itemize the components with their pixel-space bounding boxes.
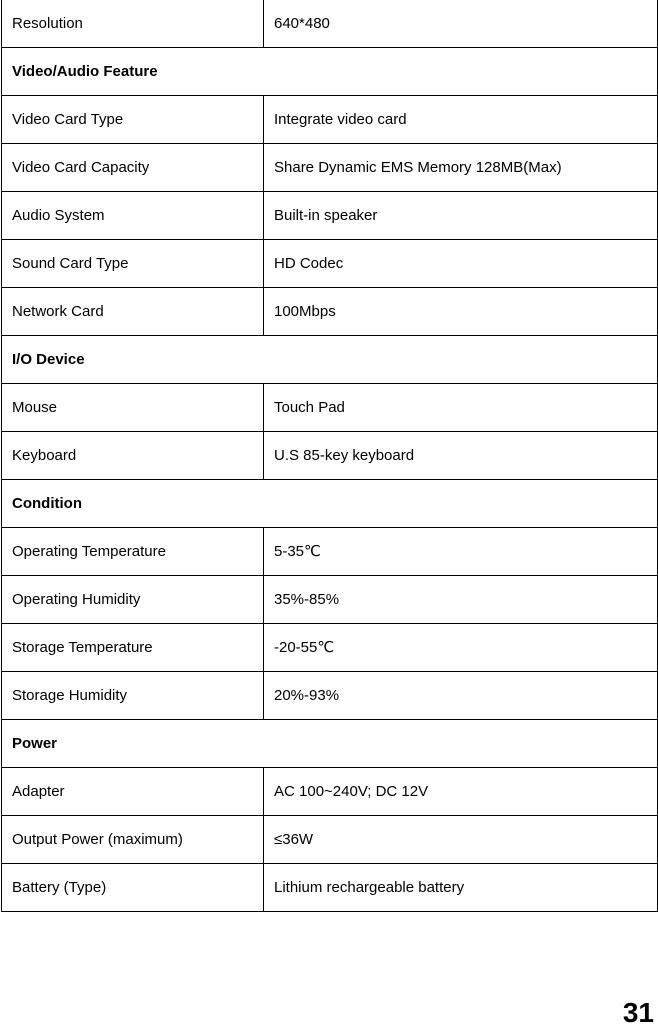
section-title: Power [2,720,658,768]
spec-label: Keyboard [2,432,264,480]
spec-value: 20%-93% [264,672,658,720]
spec-label: Battery (Type) [2,864,264,912]
section-title: Video/Audio Feature [2,48,658,96]
spec-label: Sound Card Type [2,240,264,288]
spec-row [2,192,658,240]
spec-value: Share Dynamic EMS Memory 128MB(Max) [264,144,658,192]
spec-table-body [2,0,658,912]
spec-row [2,288,658,336]
spec-value: Touch Pad [264,384,658,432]
spec-value: 35%-85% [264,576,658,624]
spec-row [2,624,658,672]
spec-row [2,384,658,432]
spec-label: Adapter [2,768,264,816]
spec-label: Network Card [2,288,264,336]
spec-row [2,240,658,288]
section-title: I/O Device [2,336,658,384]
spec-row [2,816,658,864]
spec-label: Resolution [2,0,264,48]
spec-value: 5-35℃ [264,528,658,576]
spec-value: Built-in speaker [264,192,658,240]
spec-value: ≤36W [264,816,658,864]
spec-value: 100Mbps [264,288,658,336]
spec-row [2,0,658,48]
section-title: Condition [2,480,658,528]
spec-label: Video Card Type [2,96,264,144]
spec-value: U.S 85-key keyboard [264,432,658,480]
spec-row [2,672,658,720]
spec-label: Output Power (maximum) [2,816,264,864]
spec-row [2,432,658,480]
section-header-row [2,480,658,528]
spec-label: Operating Humidity [2,576,264,624]
spec-label: Storage Temperature [2,624,264,672]
spec-label: Mouse [2,384,264,432]
spec-value: Lithium rechargeable battery [264,864,658,912]
spec-table [1,0,658,912]
spec-label: Storage Humidity [2,672,264,720]
section-header-row [2,720,658,768]
spec-row [2,144,658,192]
spec-row [2,528,658,576]
spec-label: Audio System [2,192,264,240]
spec-row [2,576,658,624]
spec-row [2,864,658,912]
spec-value: AC 100~240V; DC 12V [264,768,658,816]
spec-row [2,768,658,816]
page-number: 31 [622,997,654,1028]
spec-value: HD Codec [264,240,658,288]
spec-value: 640*480 [264,0,658,48]
spec-label: Video Card Capacity [2,144,264,192]
spec-row [2,96,658,144]
spec-label: Operating Temperature [2,528,264,576]
section-header-row [2,48,658,96]
section-header-row [2,336,658,384]
spec-value: -20-55℃ [264,624,658,672]
spec-value: Integrate video card [264,96,658,144]
